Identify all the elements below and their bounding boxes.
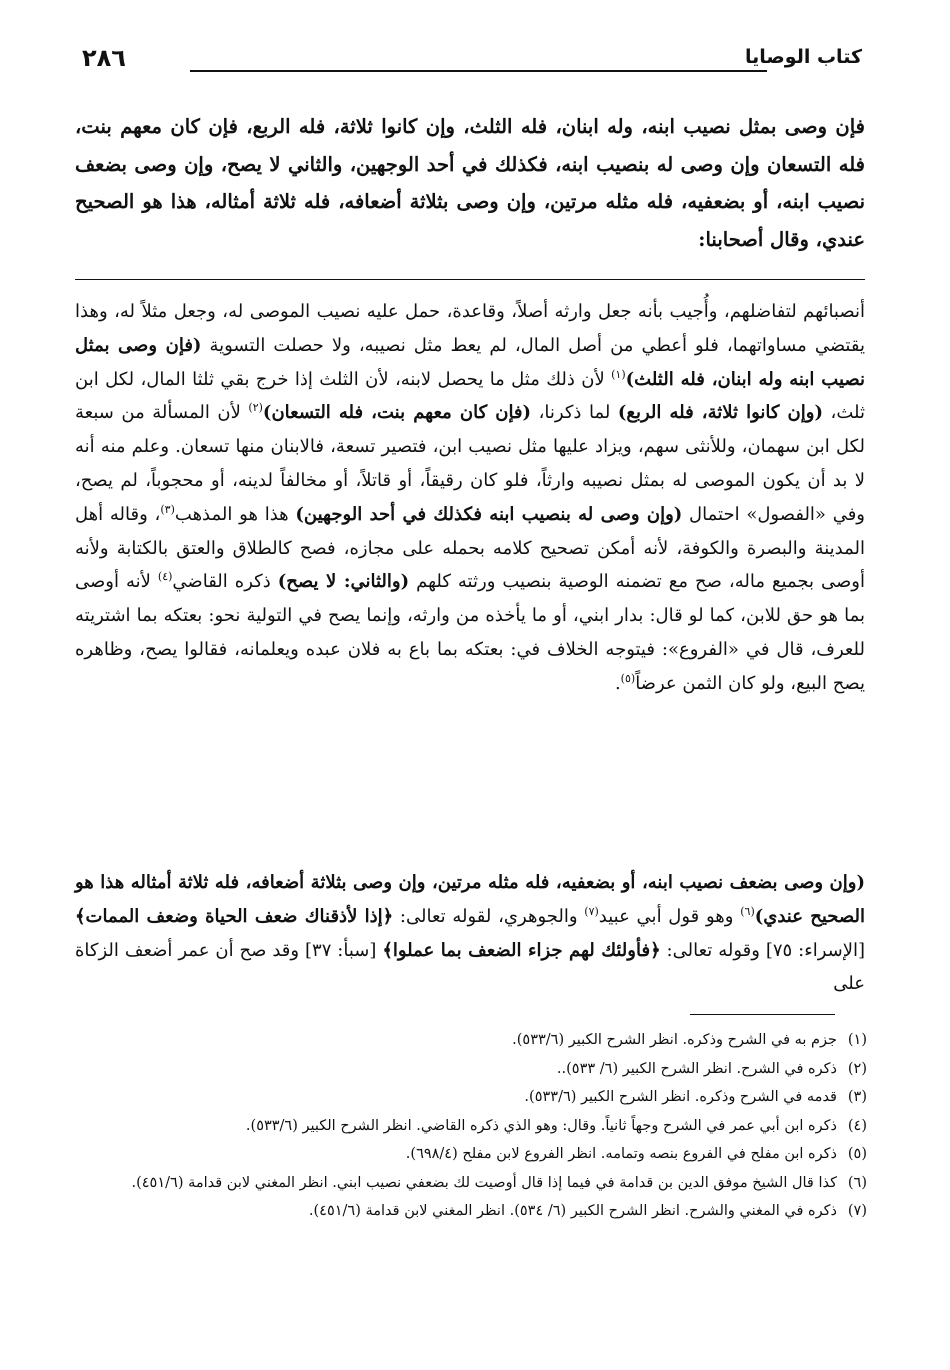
footnote-text: كذا قال الشيخ موفق الدين بن قدامة في فيما إذا قال أوصيت لك بضعفي نصيب ابني. انظر المغني لابن قدامة (٤٥١/٦). <box>131 1174 837 1191</box>
footnote <box>75 1140 867 1169</box>
page-number: ٢٨٦ <box>82 44 126 72</box>
sharh-text: لأن المسألة من سبعة لكل ابن سهمان، وللأنثى سهم، ويزاد عليها مثل نصيب ابن، فتصير تسعة، فالابنان منها تسعان. وعلم منه أنه لا بد أن يكون الموصى له بمثل نصيبه وارثاً، فلو كان رقيقاً، أو قاتلاً، أو مخالفاً لدينه، أو محجوباً، لم يصح، وفي «الفصول» احتمال <box>75 402 865 525</box>
footnote-ref: (٤) <box>157 570 173 584</box>
sharh-text: أنصبائهم لتفاضلهم، وأُجيب بأنه جعل وارثه أصلاً، وقاعدة، حمل عليه نصيب الموصى له، وجعل مثلاً له، وهذا يقتضي مساواتهما، فلو أعطي من أصل المال، لم يعط مثل نصيبه، ولا حصلت التسوية <box>75 301 865 356</box>
sharh-text: لما ذكرنا، <box>531 402 618 424</box>
sharh-text: وهو قول أبي عبيد <box>598 905 741 927</box>
sharh-text: والجوهري، لقوله تعالى: <box>393 905 585 927</box>
sharh-text: [سبأ: ٣٧] وقد صح أن عمر أضعف الزكاة على <box>75 939 865 995</box>
footnote <box>75 1055 867 1084</box>
quran-verse: ﴿إذا لأذقناك ضعف الحياة وضعف الممات﴾ <box>75 905 394 927</box>
footnote-ref: (٧) <box>584 904 599 918</box>
sharh-paragraph-2 <box>75 866 865 1001</box>
footnote-text: جزم به في الشرح وذكره. انظر الشرح الكبير (٥٣٣/٦). <box>512 1032 837 1048</box>
footnote-number: (٤) <box>847 1117 867 1134</box>
matn-quote: (فإن كان معهم بنت، فله التسعان) <box>262 402 532 424</box>
footnote-text: قدمه في الشرح وذكره. انظر الشرح الكبير (٥٣٣/٦). <box>524 1089 837 1105</box>
matn-quote: (وإن كانوا ثلاثة، فله الربع) <box>617 402 823 424</box>
footnote-text: ذكره في المغني والشرح. انظر الشرح الكبير (٦/ ٥٣٤). انظر المغني لابن قدامة (٤٥١/٦). <box>308 1203 837 1219</box>
sharh-text: ، وقاله أهل المدينة والبصرة والكوفة، لأنه أمكن تصحيح كلامه بحمله على مجازه، فصح كالطلاق والعتق بالكتابة ولأنه أوصى بجميع ماله، صح مع تضمنه الوصية بنصيب ورثته كلهم <box>75 503 866 593</box>
matn-quote: (وإن وصى بضعف نصيب ابنه، أو بضعفيه، فله مثله مرتين، وإن وصى بثلاثة أضعافه، فله ثلاثة أمثاله هذا هو الصحيح عندي) <box>75 872 865 927</box>
matn-quote: (والثاني: لا يصح) <box>277 571 410 593</box>
footnote-ref: (٦) <box>740 904 755 918</box>
footnote-ref: (٥) <box>620 671 636 685</box>
footnote-number: (٧) <box>847 1203 867 1219</box>
sharh-text: . <box>614 672 621 694</box>
sharh-paragraph-1 <box>75 295 865 701</box>
sharh-text: لأن ذلك مثل ما يحصل لابنه، لأن الثلث إذا خرج بقي ثلثا المال، لكل ابن ثلث، <box>75 368 865 424</box>
footnote-ref: (٣) <box>160 502 175 516</box>
footnote-number: (١) <box>847 1032 867 1048</box>
footnote-divider <box>690 1014 835 1015</box>
footnote <box>75 1026 867 1055</box>
footnote <box>75 1169 867 1198</box>
matn-text <box>75 108 865 258</box>
footnote <box>75 1112 867 1141</box>
footnote-ref: (١) <box>611 367 626 381</box>
page-header <box>82 44 862 80</box>
matn-quote: (وإن وصى له بنصيب ابنه فكذلك في أحد الوجهين) <box>295 503 683 525</box>
footnote-number: (٦) <box>847 1174 867 1191</box>
footnote <box>75 1083 867 1112</box>
footnote-text: ذكره ابن مفلح في الفروع بنصه وتمامه. انظر الفروع لابن مفلح (٦٩٨/٤). <box>405 1146 837 1162</box>
footnote-text: ذكره ابن أبي عمر في الشرح وجهاً ثانياً. وقال: وهو الذي ذكره القاضي. انظر الشرح الكبير (٥٣٣/٦). <box>245 1117 837 1134</box>
footnote-ref: (٢) <box>248 401 263 415</box>
matn-divider <box>75 279 865 280</box>
footnote <box>75 1197 867 1226</box>
book-title: كتاب الوصايا <box>745 46 862 68</box>
sharh-text: لأنه أوصى بما هو حق للابن، كما لو قال: بدار ابني، أو ما يأخذه من وارثه، وإنما يصح في التولية نحو: بعتكه بما اشتريته للعرف، قال في «الفروع»: فيتوجه الخلاف في: بعتكه بما باع به فلان عبده ويعلمانه، فقالوا يصح، وظاهره يصح البيع، ولو كان الثمن عرضاً <box>75 571 865 694</box>
sharh-text: هذا هو المذهب <box>174 503 296 525</box>
sharh-text: ذكره القاضي <box>172 571 278 593</box>
sharh-text: [الإسراء: ٧٥] وقوله تعالى: <box>660 939 865 961</box>
matn-quote: (فإن وصى بمثل نصيب ابنه وله ابنان، فله الثلث) <box>75 334 865 390</box>
footnote-number: (٥) <box>847 1146 867 1162</box>
matn-paragraph: فإن وصى بمثل نصيب ابنه، وله ابنان، فله الثلث، وإن كانوا ثلاثة، فله الربع، فإن كان معهم بنت، فله التسعان وإن وصى له بنصيب ابنه، فكذلك في أحد الوجهين، والثاني لا يصح، وإن وصى بضعف نصيب ابنه، أو بضعفيه، فله مثله مرتين، وإن وصى بثلاثة أضعافه، فله ثلاثة أمثاله، هذا هو الصحيح عندي، وقال أصحابنا: <box>75 115 865 251</box>
footnote-number: (٢) <box>847 1060 867 1077</box>
footnotes <box>75 1026 867 1226</box>
quran-verse: ﴿فأولئك لهم جزاء الضعف بما عملوا﴾ <box>382 939 661 961</box>
footnote-number: (٣) <box>847 1089 867 1105</box>
footnote-text: ذكره في الشرح. انظر الشرح الكبير (٦/ ٥٣٣).. <box>556 1060 837 1077</box>
header-rule <box>190 70 767 72</box>
